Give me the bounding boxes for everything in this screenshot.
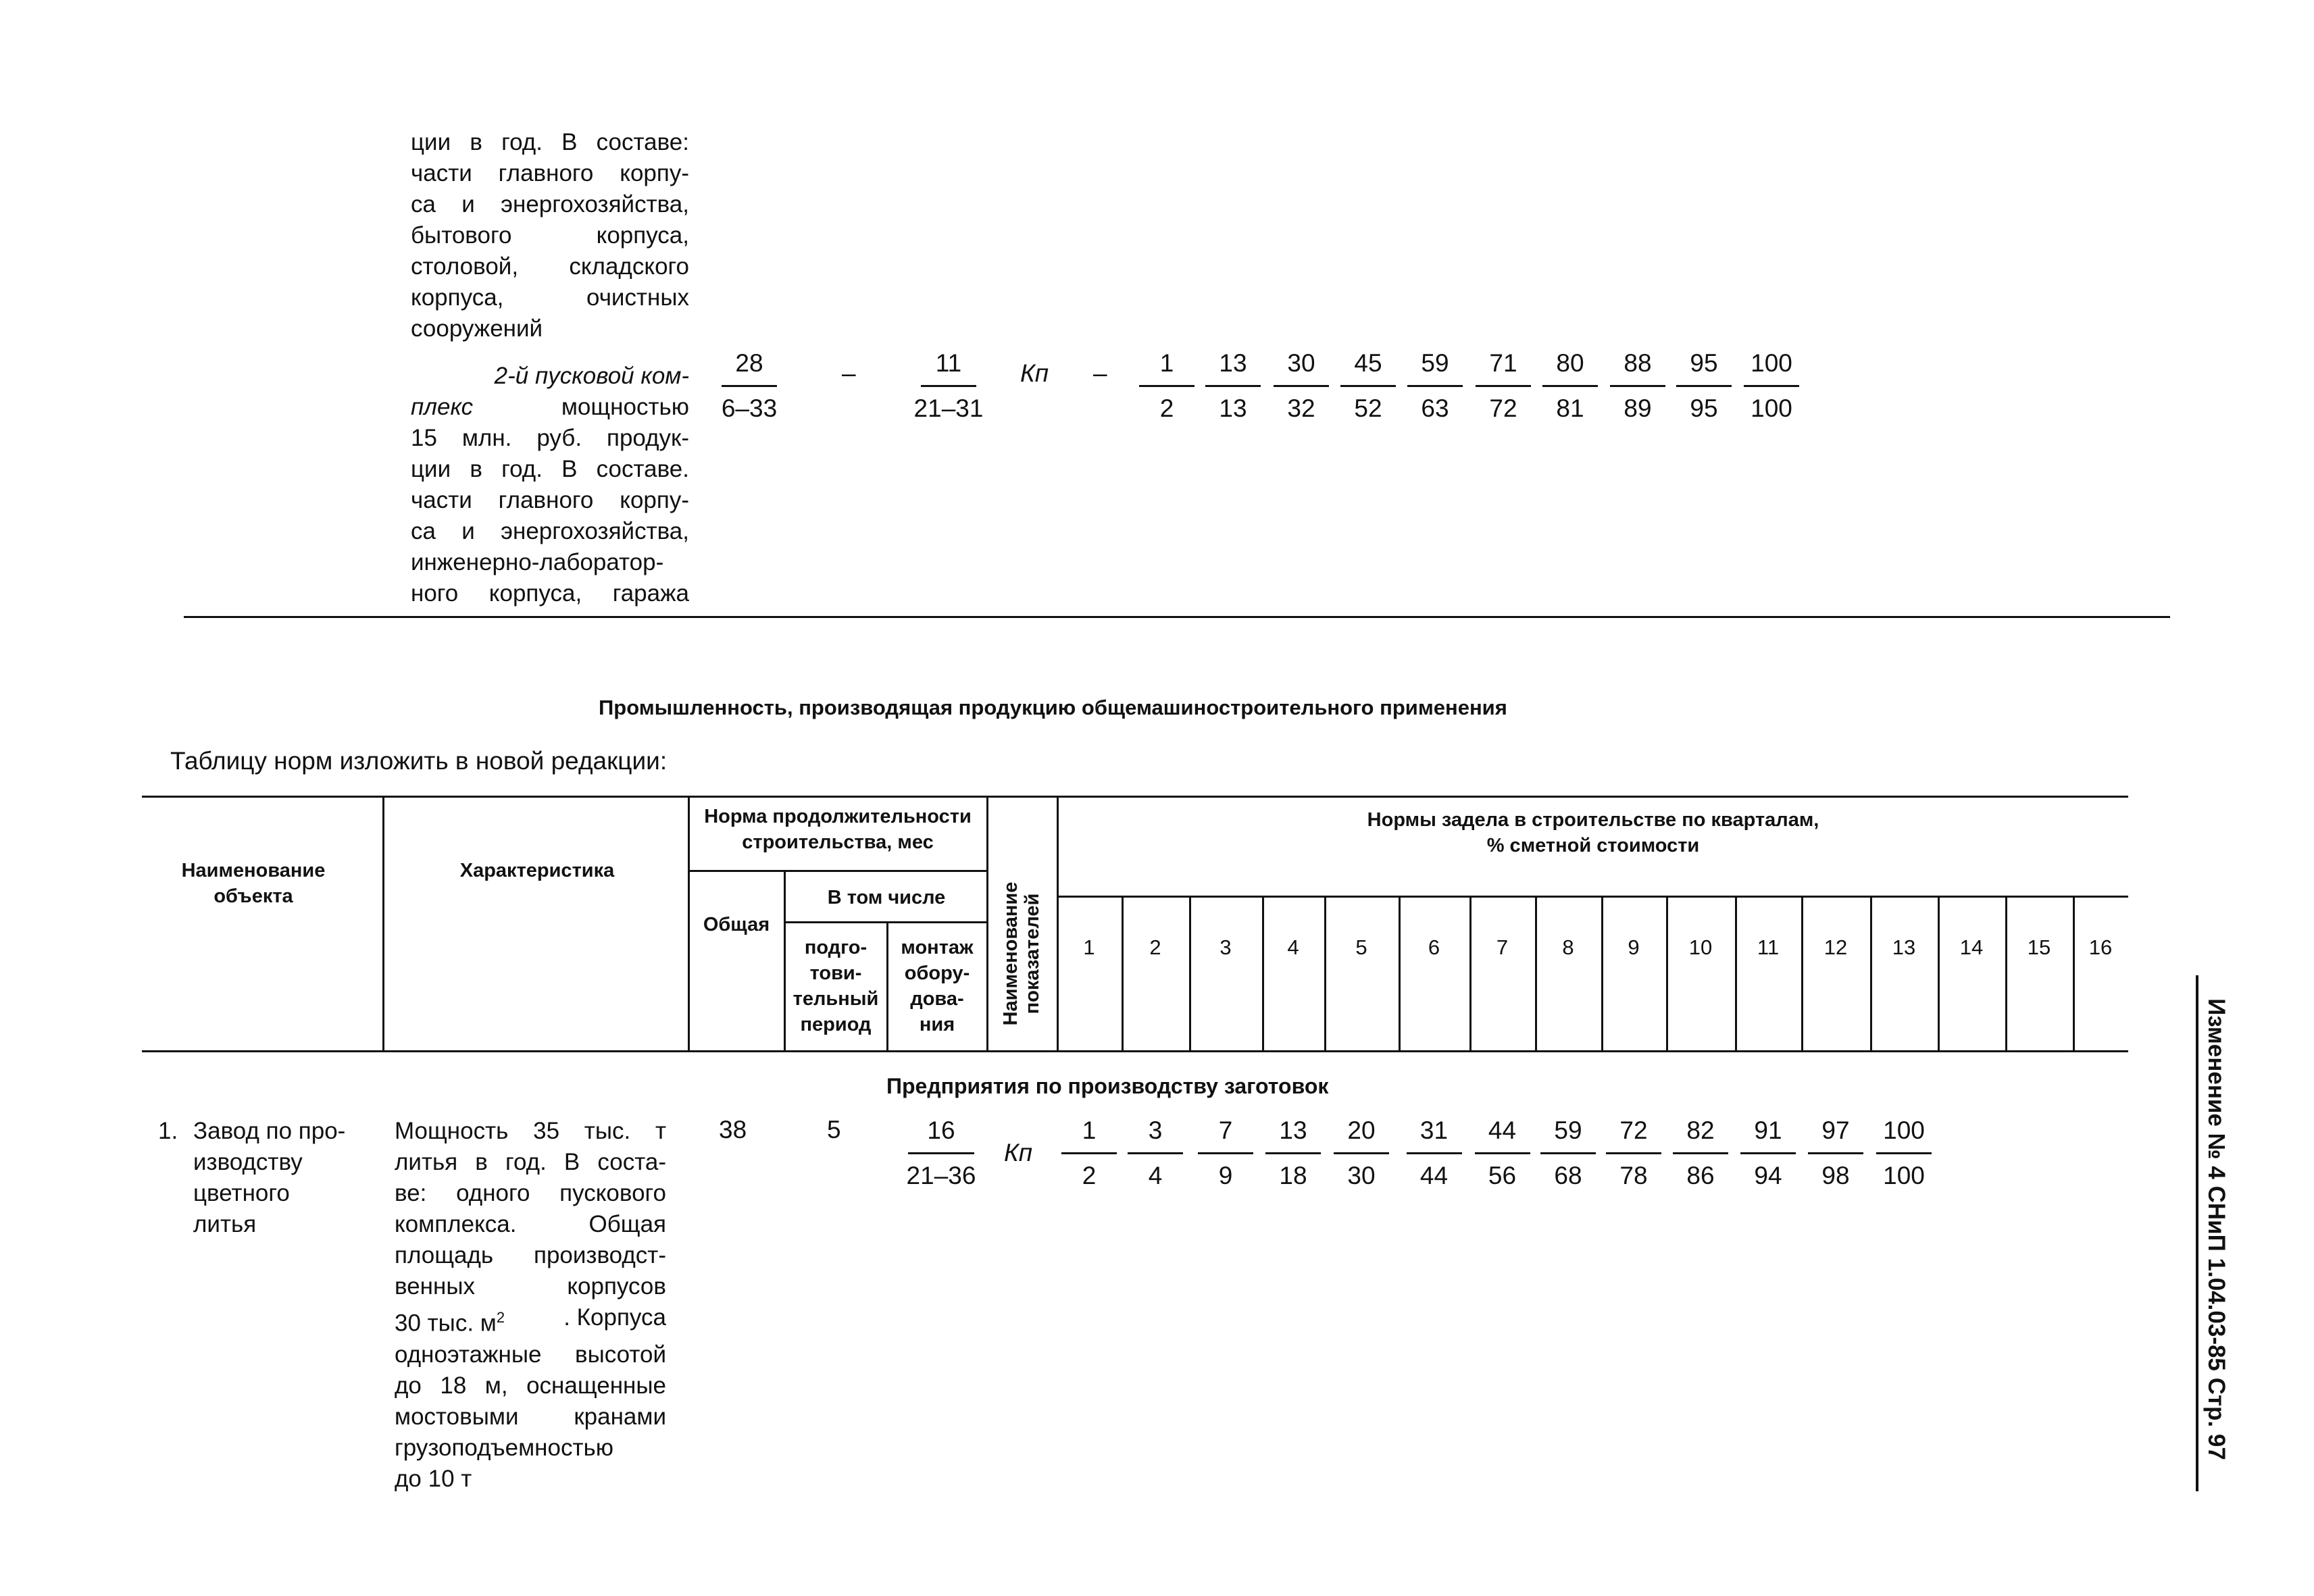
fraction-numerator: 1 [1061, 1116, 1117, 1154]
fraction-numerator: 59 [1407, 349, 1463, 387]
fraction-numerator: 72 [1606, 1116, 1661, 1154]
norm-fraction [1264, 349, 1338, 423]
table-bottom-line [142, 1050, 2128, 1052]
fraction-numerator: 100 [1876, 1116, 1932, 1154]
char-line: до 10 т [395, 1465, 472, 1492]
char-line: ве: одного пускового [395, 1180, 666, 1206]
desc-line: ции в год. В составе. [411, 456, 689, 482]
char-line: до 18 м, оснащенные [395, 1372, 666, 1399]
quarter-divider [1801, 896, 1803, 1051]
fraction-denominator: 2 [1082, 1162, 1097, 1189]
char-line: мостовыми кранами [395, 1403, 666, 1430]
norm-fraction [1465, 1116, 1540, 1191]
header-line: тови- [809, 962, 862, 984]
desc-line [411, 392, 689, 423]
quarter-header: 10 [1688, 935, 1713, 959]
header-line: Наименование [1000, 881, 1022, 1026]
norm-fraction [1799, 1116, 1873, 1191]
char-line: одноэтажные высотой [395, 1341, 666, 1368]
dash: – [842, 359, 856, 387]
quarter-divider [2073, 896, 2075, 1051]
kp-label: Кп [1004, 1139, 1033, 1166]
norm-fraction [1663, 1116, 1738, 1191]
row-divider [784, 921, 988, 923]
top-description [411, 127, 689, 344]
char-line: комплекса. Общая [395, 1211, 666, 1237]
norm-fraction [1734, 349, 1809, 423]
quarter-divider [1938, 896, 1940, 1051]
fraction-denominator: 100 [1751, 394, 1792, 422]
fraction-denominator: 52 [1354, 394, 1382, 422]
quarter-header: 14 [1959, 935, 1984, 959]
fraction-denominator: 94 [1754, 1162, 1782, 1189]
desc-line: корпуса, очистных [411, 284, 689, 311]
header-duration [689, 804, 986, 855]
quarter-divider [1601, 896, 1603, 1051]
fraction-numerator: 88 [1610, 349, 1665, 387]
quarter-divider [1666, 896, 1668, 1051]
name-line: изводству [193, 1149, 303, 1175]
char-text: 30 тыс. м [395, 1310, 497, 1337]
dash: – [1093, 359, 1107, 387]
fraction-denominator: 44 [1419, 1162, 1449, 1189]
desc-line: сооружений [411, 315, 543, 342]
fraction-denominator: 89 [1624, 394, 1652, 422]
char-line: венных корпусов [395, 1273, 666, 1299]
fraction-denominator: 21–36 [906, 1162, 976, 1189]
fraction-denominator: 2 [1159, 394, 1174, 422]
header-line: ния [919, 1014, 955, 1035]
fraction-denominator: 13 [1219, 394, 1247, 422]
desc-line: части главного корпу- [411, 160, 689, 186]
fraction-denominator: 21–31 [913, 394, 984, 422]
desc-line [411, 361, 689, 392]
fraction-denominator: 18 [1279, 1162, 1307, 1189]
norm-fraction [1596, 1116, 1671, 1191]
quarter-header: 15 [2027, 935, 2051, 959]
row1-characteristic [395, 1116, 666, 1495]
quarter-header: 3 [1219, 935, 1232, 959]
desc-line: ции в год. В составе: [411, 129, 689, 155]
char-line-part [395, 1302, 505, 1339]
norm-fraction [1331, 349, 1405, 423]
fraction-denominator: 72 [1489, 394, 1517, 422]
norm-fraction [1118, 1116, 1192, 1191]
header-line: подго- [804, 937, 867, 958]
fraction-numerator: 7 [1198, 1116, 1253, 1154]
desc-line: ного корпуса, гаража [411, 580, 689, 607]
section-title: Промышленность, производящая продукцию общемашиностроительного применения [599, 696, 1507, 719]
header-line: Норма продолжительности [704, 806, 972, 827]
header-name: Наименование объекта [181, 860, 326, 907]
header-line: строительства, мес [742, 831, 934, 853]
fraction-numerator: 13 [1265, 1116, 1321, 1154]
quarter-divider [1870, 896, 1872, 1051]
char-text: . Корпуса [563, 1304, 666, 1331]
fraction-denominator: 32 [1287, 394, 1315, 422]
complex2-total-fraction [712, 349, 786, 423]
header-prep [785, 935, 886, 1037]
char-line: литья в год. В соста- [395, 1149, 666, 1175]
name-line: литья [193, 1211, 257, 1237]
norm-fraction [1867, 1116, 1941, 1191]
quarter-header: 1 [1083, 935, 1095, 959]
header-line: дова- [910, 988, 964, 1010]
name-line: цветного [193, 1180, 290, 1206]
desc-line: части главного корпу- [411, 487, 689, 513]
col-divider [986, 796, 988, 1051]
fraction-denominator: 81 [1556, 394, 1584, 422]
intro-text: Таблицу норм изложить в новой редакции: [170, 747, 668, 775]
norm-fraction [1052, 1116, 1126, 1191]
header-line: % сметной стоимости [1486, 835, 1700, 856]
fraction-denominator: 68 [1554, 1162, 1582, 1189]
fraction-denominator: 9 [1218, 1162, 1233, 1189]
desc-line: 15 млн. руб. продук- [411, 425, 689, 451]
norm-fraction [1731, 1116, 1805, 1191]
fraction-numerator: 95 [1676, 349, 1732, 387]
fraction-numerator: 28 [722, 349, 777, 387]
fraction-numerator: 97 [1808, 1116, 1863, 1154]
fraction-denominator: 4 [1148, 1162, 1163, 1189]
fraction-denominator: 95 [1690, 394, 1718, 422]
subsection-title: Предприятия по производству заготовок [886, 1074, 1329, 1098]
header-norms [1058, 807, 2128, 858]
fraction-numerator: 71 [1476, 349, 1531, 387]
row1-mount-fraction [899, 1116, 984, 1191]
quarter-divider [1189, 896, 1191, 1051]
norm-fraction [1188, 1116, 1263, 1191]
complex2-description [411, 361, 689, 609]
kp-label: Кп [1020, 359, 1049, 387]
quarter-divider [1469, 896, 1472, 1051]
fraction-numerator: 44 [1475, 1116, 1530, 1154]
quarter-header: 8 [1562, 935, 1574, 959]
quarter-header: 5 [1355, 935, 1367, 959]
col-divider [382, 796, 384, 1051]
header-line: тельный [793, 988, 879, 1010]
row-divider [1057, 896, 2128, 898]
norm-fraction [1531, 1116, 1605, 1191]
header-line: обору- [904, 962, 970, 984]
norm-fraction [1601, 349, 1675, 423]
desc-line: са и энергохозяйства, [411, 191, 689, 217]
char-line: Мощность 35 тыс. т [395, 1118, 666, 1144]
fraction-denominator: 86 [1686, 1162, 1715, 1189]
fraction-numerator: 16 [908, 1116, 974, 1154]
quarter-divider [1262, 896, 1264, 1051]
quarter-header: 13 [1892, 935, 1916, 959]
fraction-denominator: 30 [1347, 1162, 1376, 1189]
char-line: грузоподъемностью [395, 1434, 613, 1461]
norm-fraction [1533, 349, 1607, 423]
norm-fraction [1324, 1116, 1399, 1191]
header-including: В том числе [827, 887, 946, 908]
fraction-numerator: 80 [1542, 349, 1598, 387]
fraction-denominator: 63 [1421, 394, 1449, 422]
quarter-header: 4 [1287, 935, 1299, 959]
quarter-header: 11 [1757, 935, 1780, 959]
quarter-divider [1399, 896, 1401, 1051]
fraction-numerator: 100 [1744, 349, 1799, 387]
quarter-divider [1122, 896, 1124, 1051]
quarter-header: 16 [2088, 935, 2113, 959]
norm-fraction [1256, 1116, 1330, 1191]
desc-line: са и энергохозяйства, [411, 518, 689, 544]
complex2-mount-fraction [911, 349, 986, 423]
char-line [395, 1302, 666, 1339]
fraction-numerator: 45 [1340, 349, 1396, 387]
norm-fraction [1130, 349, 1204, 423]
fraction-numerator: 13 [1205, 349, 1261, 387]
header-total: Общая [703, 914, 770, 935]
row-divider [688, 870, 988, 872]
quarter-header: 12 [1823, 935, 1848, 959]
norm-fraction [1466, 349, 1540, 423]
row1-prep: 5 [827, 1116, 841, 1143]
fraction-denominator: 100 [1883, 1162, 1925, 1189]
norm-fraction [1667, 349, 1741, 423]
fraction-numerator: 82 [1673, 1116, 1728, 1154]
header-line: период [800, 1014, 872, 1035]
fraction-numerator: 31 [1407, 1116, 1462, 1154]
fraction-numerator: 20 [1334, 1116, 1389, 1154]
header-mount [888, 935, 986, 1037]
fraction-numerator: 91 [1740, 1116, 1796, 1154]
header-line: монтаж [901, 937, 974, 958]
quarter-divider [1535, 896, 1537, 1051]
side-caption: Изменение № 4 СНиП 1.04.03-85 Стр. 97 [2203, 998, 2230, 1460]
header-characteristic: Характеристика [459, 860, 615, 881]
complex2-italic: плекс [411, 394, 474, 420]
fraction-numerator: 30 [1274, 349, 1329, 387]
fraction-numerator: 59 [1540, 1116, 1596, 1154]
header-line: Нормы задела в строительстве по кварталам, [1367, 809, 1819, 831]
norm-fraction [1196, 349, 1270, 423]
quarter-divider [1324, 896, 1326, 1051]
desc-line: столовой, складского [411, 253, 689, 280]
superscript: 2 [496, 1309, 505, 1326]
complex2-italic: 2-й пусковой ком- [494, 363, 689, 389]
quarter-divider [1735, 896, 1737, 1051]
fraction-numerator: 11 [921, 349, 976, 387]
fraction-numerator: 3 [1128, 1116, 1183, 1154]
header-line: показателей [1022, 893, 1043, 1014]
fraction-numerator: 1 [1139, 349, 1194, 387]
quarter-header: 7 [1496, 935, 1509, 959]
side-caption-rule [2196, 975, 2198, 1491]
norm-fraction [1397, 1116, 1472, 1191]
char-line: площадь производст- [395, 1242, 666, 1268]
quarter-divider [2005, 896, 2007, 1051]
desc-word: мощностью [561, 394, 689, 420]
row1-name [193, 1116, 382, 1240]
separator-line [184, 616, 2170, 618]
fraction-denominator: 98 [1821, 1162, 1850, 1189]
fraction-denominator: 78 [1619, 1162, 1648, 1189]
norm-fraction [1398, 349, 1472, 423]
name-line: Завод по про- [193, 1118, 346, 1144]
fraction-denominator: 56 [1488, 1162, 1517, 1189]
quarter-header: 6 [1428, 935, 1440, 959]
quarter-header: 2 [1149, 935, 1161, 959]
quarter-header: 9 [1628, 935, 1640, 959]
row1-total: 38 [719, 1116, 747, 1143]
desc-line: бытового корпуса, [411, 222, 689, 249]
fraction-denominator: 6–33 [721, 394, 778, 422]
header-indicators [1000, 866, 1043, 1041]
desc-line: инженерно-лаборатор- [411, 549, 664, 575]
table-top-line [142, 796, 2128, 798]
row1-number: 1. [158, 1118, 178, 1144]
